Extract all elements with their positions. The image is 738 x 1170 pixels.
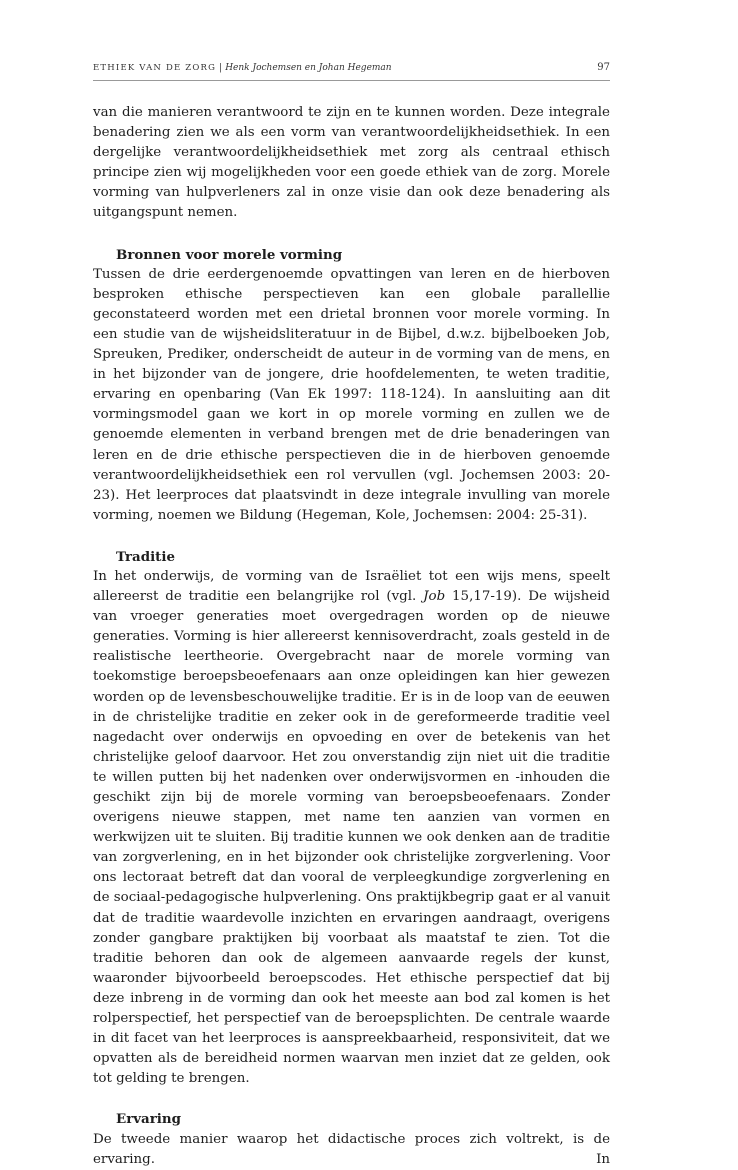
page-number: 97 <box>597 62 610 73</box>
paragraph-bronnen: Tussen de drie eerdergenoemde opvattingen van leren en de hierboven besproken ethische perspectieven kan een globale parallellie geconstateerd worden met een drietal bronnen voor morele vorming. In een studie van de wijsheidsliteratuur in de Bijbel, d.w.z. bijbelboeken Job, Spreuken, Prediker, onderscheidt de auteur in de vorming van de mens, en in het bijzonder van de jongere, drie hoofdelementen, te weten traditie, ervaring en openbaring (Van Ek 1997: 118-124). In aansluiting aan dit vormingsmodel gaan we kort in op morele vorming en zullen we de genoemde elementen in verband brengen met de drie benaderingen van leren en de drie ethische perspectieven die in de hierboven genoemde verantwoordelijkheidsethiek een rol vervullen (vgl. Jochemsen 2003: 20-23). Het leerproces dat plaatsvindt in deze integrale invulling van morele vorming, noemen we Bildung (Hegeman, Kole, Jochemsen: 2004: 25-31). <box>93 266 610 523</box>
section-gap <box>93 1089 610 1109</box>
bible-reference: Job <box>423 589 446 605</box>
running-header <box>93 62 610 73</box>
paragraph-ervaring: De tweede manier waarop het didactische proces zich voltrekt, is de ervaring. In <box>93 1131 610 1167</box>
heading-traditie: Traditie <box>116 548 175 565</box>
heading-bronnen: Bronnen voor morele vorming <box>116 246 343 263</box>
paragraph-traditie <box>93 567 610 1089</box>
traditie-text-rest: 15,17-19). De wijsheid van vroeger generaties moet overgedragen worden op de nieuwe generaties. Vorming is hier allereerst kennisoverdracht, zoals gesteld in de realistische leertheorie. Overgebracht naar de morele vorming van toekomstige beroepsbeoefenaars aan onze opleidingen kan hier gewezen worden op de levensbeschouwelijke traditie. Er is in de loop van de eeuwen in de christelijke traditie en zeker ook in de gereformeerde traditie veel nagedacht over onderwijs en opvoeding en over de betekenis van het christelijke geloof daarvoor. Het zou onverstandig zijn niet uit die traditie te willen putten bij het nadenken over onderwijsvormen en -inhouden die geschikt zijn bij de morele vorming van beroepsbeoefenaars. Zonder overigens nieuwe stappen, met name ten aanzien van vormen en werkwijzen uit te sluiten. Bij traditie kunnen we ook denken aan de traditie van zorgverlening, en in het bijzonder ook christelijke zorgverlening. Voor ons lectoraat betreft dat dan vooral de verpleegkundige zorgverlening en de sociaal-pedagogische hulpverlening. Ons praktijkbegrip gaat er al vanuit dat de traditie waardevolle inzichten en ervaringen aandraagt, overigens zonder gangbare praktijken bij voorbaat als maatstaf te zien. Tot die traditie behoren dan ook de algemeen aanvaarde regels der kunst, waaronder bijvoorbeeld beroepscodes. Het ethische perspectief dat bij deze inbreng in de vorming dan ook het meeste aan bod zal komen is het rolperspectief, het perspectief van de beroepsplichten. De centrale waarde in dit facet van het leerproces is aanspreekbaarheid, responsiviteit, dat we opvatten als de bereidheid normen waarvan men inziet dat ze gelden, ook tot gelding te brengen. <box>93 589 610 1087</box>
header-authors: Henk Jochemsen en Johan Hegeman <box>225 63 392 73</box>
header-left <box>93 63 392 73</box>
running-title: ETHIEK VAN DE ZORG <box>93 63 217 73</box>
header-rule <box>93 80 610 81</box>
section-gap <box>93 224 610 245</box>
header-separator: | <box>219 63 223 73</box>
heading-ervaring: Ervaring <box>116 1111 181 1128</box>
section-gap <box>93 526 610 547</box>
intro-paragraph: van die manieren verantwoord te zijn en te kunnen worden. Deze integrale benadering zien we als een vorm van verantwoordelijkheidsethiek. In een dergelijke verantwoordelijkheidsethiek met zorg als centraal ethisch principe zien wij mogelijkheden voor een goede ethiek van de zorg. Morele vorming van hulpverleners zal in onze visie dan ook deze benadering als uitgangspunt nemen. <box>93 105 610 221</box>
body-text <box>93 103 610 1170</box>
traditie-text-start: In het onderwijs, de vorming van de Israëliet tot een wijs mens, speelt allereerst de traditie een belangrijke rol (vgl. <box>93 568 610 605</box>
